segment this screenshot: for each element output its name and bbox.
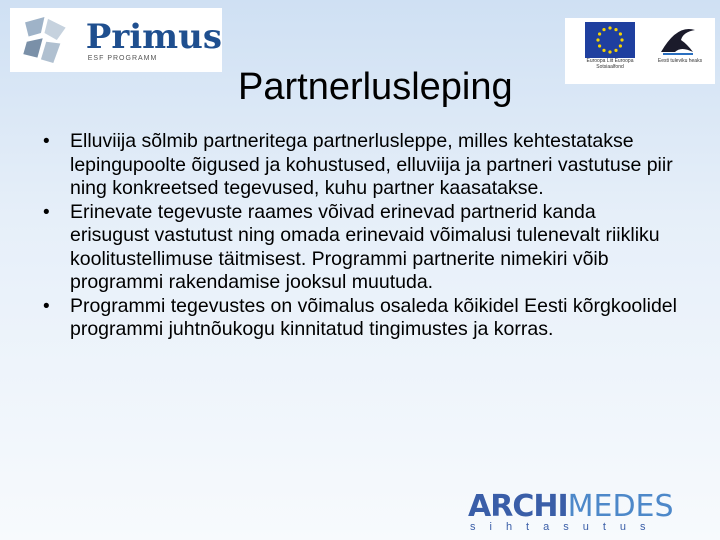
estonia-swallow-icon	[657, 22, 699, 58]
bullet-item: • Elluviija sõlmib partneritega partnerlusleppe, milles kehtestatakse lepingupoolte õigused ja kohustused, elluviija ja partneri vastutuse piir ning konkreetsed tegevused, kuhu partner kaasatakse.	[40, 130, 680, 201]
bullet-item: • Programmi tegevustes on võimalus osaleda kõikidel Eesti kõrgkoolidel programmi juhtnõukogu kinnitatud tingimustes ja korras.	[40, 295, 680, 342]
estonia-caption: Eesti tuleviku heaks	[657, 58, 703, 64]
archimedes-wordmark-a: ARCHI	[468, 489, 568, 524]
partner-logos	[565, 18, 715, 84]
archimedes-subtitle: sihtasutus	[470, 521, 660, 533]
primus-logo-icon	[18, 10, 80, 70]
archimedes-wordmark	[468, 489, 713, 524]
primus-subtitle: ESF PROGRAMM	[87, 54, 158, 62]
bullet-item: • Erinevate tegevuste raames võivad erinevad partnerid kanda erisugust vastutust ning omada erinevaid võimalusi tulenevalt riikliku koolitustellimuse täitmisest. Programmi partnerite nimekiri võib programmi rakendamise jooksul muutuda.	[40, 201, 680, 295]
bullet-list	[40, 130, 680, 342]
eu-caption: Euroopa Liit Euroopa Sotsiaalfond	[586, 58, 634, 70]
primus-name: Primus	[85, 16, 222, 57]
primus-logo	[10, 8, 222, 72]
archimedes-wordmark-b: MEDES	[567, 489, 674, 524]
slide-title: Partnerlusleping	[238, 66, 513, 108]
archimedes-logo	[468, 489, 713, 536]
eu-flag-icon	[585, 22, 635, 58]
